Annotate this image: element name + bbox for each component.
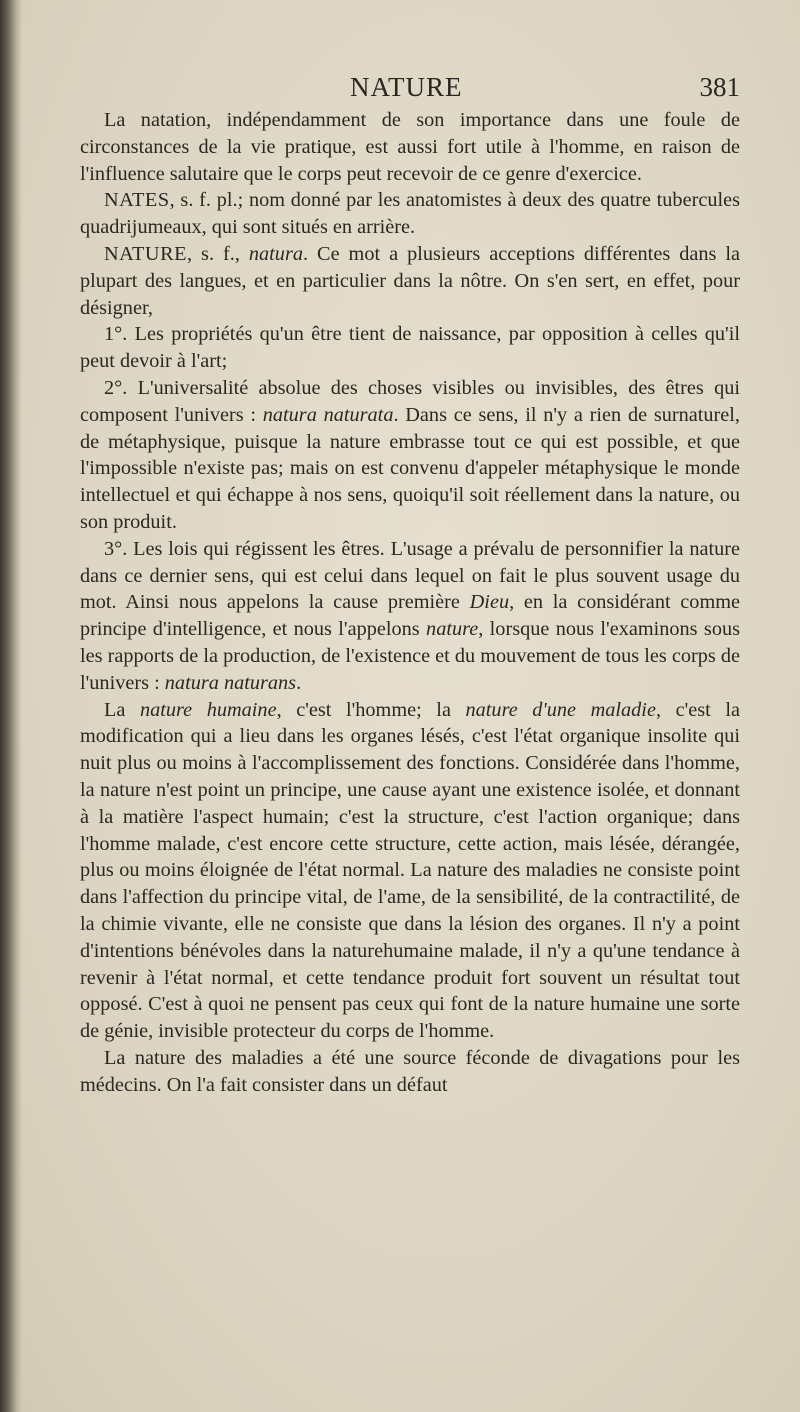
- text-segment: , s. f. pl.; nom donné par les anatomistes à deux des quatre tubercules quadrijumeaux, qui sont situés en arrière.: [80, 189, 740, 239]
- text-segment: , c'est l'homme; la: [276, 698, 466, 721]
- page-number: 381: [699, 72, 740, 102]
- running-head: NATURE: [350, 72, 463, 102]
- text-segment: .: [296, 671, 302, 694]
- paragraph: [80, 536, 740, 697]
- paragraph: [80, 241, 740, 321]
- italic-text: Dieu: [469, 591, 510, 614]
- italic-text: natura: [248, 242, 303, 265]
- paragraph: [80, 697, 740, 1045]
- paragraph: [80, 187, 740, 241]
- paragraph: [80, 321, 740, 375]
- text-segment: 3°. Les lois qui régissent les êtres. L'usage a prévalu de personnifier la nature dans ce dernier sens, qui est celui dans lequel on fait le plus souvent usage du mot. Ainsi nous appelons la cause première: [80, 537, 740, 614]
- italic-text: nature humaine: [139, 698, 277, 721]
- entry-headword: NATES: [104, 189, 170, 212]
- paragraph: [80, 1045, 740, 1099]
- italic-text: nature d'une maladie: [465, 698, 656, 721]
- binding-shadow: [0, 0, 22, 1412]
- text-segment: La natation, indépendamment de son importance dans une foule de circonstances de la vie pratique, est aussi fort utile à l'homme, en raison de l'influence salutaire que le corps peut recevoir de ce genre d'exercice.: [80, 109, 740, 185]
- text-segment: . Ce mot a plusieurs acceptions différentes dans la plupart des langues, et en particulier dans la nôtre. On s'en sert, en effet, pour désigner,: [80, 242, 740, 319]
- italic-text: nature: [426, 618, 479, 641]
- text-segment: , lorsque nous l'examinons sous les rapports de la production, de l'existence et du mouvement de tous les corps de l'univers :: [80, 618, 740, 694]
- text-segment: La: [104, 698, 140, 721]
- italic-text: natura naturans: [164, 671, 297, 694]
- page-header: [80, 72, 740, 106]
- body-text: [80, 107, 740, 1098]
- italic-text: natura naturata: [262, 403, 394, 426]
- text-segment: La nature des maladies a été une source féconde de divagations pour les médecins. On l'a fait consister dans un défaut: [80, 1046, 740, 1096]
- text-segment: 1°. Les propriétés qu'un être tient de naissance, par opposition à celles qu'il peut devoir à l'art;: [80, 323, 740, 373]
- text-segment: , en la considérant comme principe d'intelligence, et nous l'appelons: [80, 591, 741, 641]
- text-segment: , c'est la modification qui a lieu dans les organes lésés, c'est l'état organique insolite qui nuit plus ou moins à l'accomplissement des fonctions. Considérée dans l'homme, la nature n'est point un principe, une cause ayant une existence isolée, et donnant à la matière l'aspect humain; c'est la structure, c'est l'action organique; dans l'homme malade, c'est encore cette structure, cette action, mais lésée, dérangée, plus ou moins éloignée de l'état normal. La nature des maladies ne consiste point dans l'affection du principe vital, de l'ame, de la sensibilité, de la contractilité, de la chimie vivante, elle ne consiste que dans la lésion des organes. Il n'y a point d'intentions bénévoles dans la naturehumaine malade, il n'y a qu'une tendance à revenir à l'état normal, et cette tendance produit fort souvent un résultat tout opposé. C'est à quoi ne pensent pas ceux qui font de la nature humaine une sorte de génie, invisible protecteur du corps de l'homme.: [80, 698, 740, 1043]
- paragraph: [80, 375, 740, 536]
- paragraph: [80, 107, 740, 187]
- entry-headword: NATURE: [104, 242, 187, 265]
- text-segment: , s. f.,: [187, 242, 249, 265]
- text-segment: . Dans ce sens, il n'y a rien de surnaturel, de métaphysique, puisque la nature embrasse tout ce qui est possible, et que l'impossible n'existe pas; mais on est convenu d'appeler métaphysique le monde intellectuel et qui échappe à nos sens, quoiqu'il soit réellement dans la nature, ou son produit.: [80, 403, 741, 533]
- text-segment: 2°. L'universalité absolue des choses visibles ou invisibles, des êtres qui composent l'univers :: [80, 376, 740, 426]
